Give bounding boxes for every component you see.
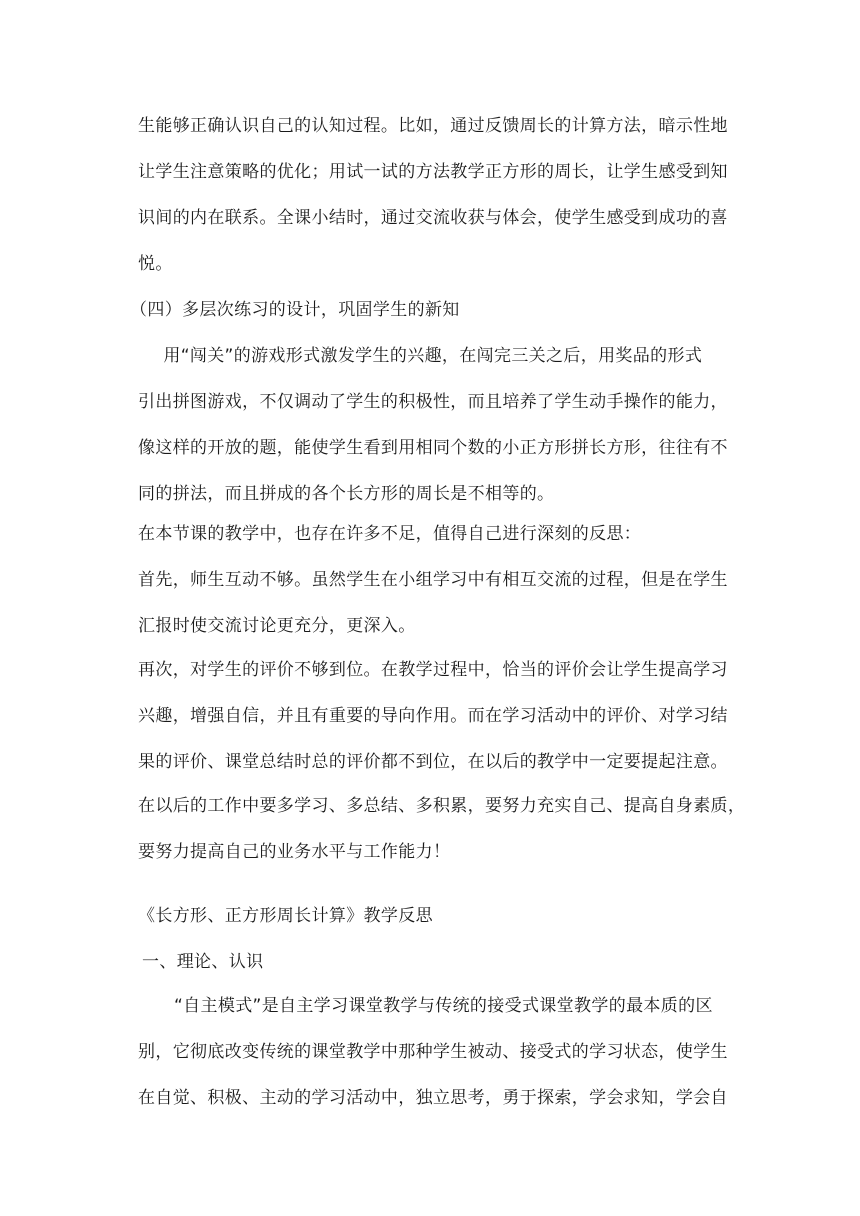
paragraph-line: 在以后的工作中要多学习、多总结、多积累，要努力充实自己、提高自身素质， [138,796,746,816]
paragraph-line: 用“闯关”的游戏形式激发学生的兴趣，在闯完三关之后，用奖品的形式 [146,346,703,366]
paragraph-line: 生能够正确认识自己的认知过程。比如，通过反馈周长的计算方法，暗示性地 [138,116,728,136]
paragraph-line: 别，它彻底改变传统的课堂教学中那种学生被动、接受式的学习状态，使学生 [138,1042,728,1062]
paragraph-line: 引出拼图游戏，不仅调动了学生的积极性，而且培养了学生动手操作的能力， [138,392,728,412]
paragraph-line: 再次，对学生的评价不够到位。在教学过程中，恰当的评价会让学生提高学习 [138,660,728,680]
section-heading: 一、理论、认识 [142,952,264,972]
paragraph-line: 兴趣，增强自信，并且有重要的导向作用。而在学习活动中的评价、对学习结 [138,706,728,726]
paragraph-line: 汇报时使交流讨论更充分，更深入。 [138,616,416,636]
paragraph-line: 同的拼法，而且拼成的各个长方形的周长是不相等的。 [138,484,555,504]
paragraph-line: 果的评价、课堂总结时总的评价都不到位，在以后的教学中一定要提起注意。 [138,752,728,772]
paragraph-line: 在本节课的教学中，也存在许多不足，值得自己进行深刻的反思： [138,524,642,544]
paragraph-line: 像这样的开放的题，能使学生看到用相同个数的小正方形拼长方形，往往有不 [138,438,728,458]
section-heading: （四）多层次练习的设计，巩固学生的新知 [130,300,460,320]
paragraph-line: 识间的内在联系。全课小结时，通过交流收获与体会，使学生感受到成功的喜 [138,208,728,228]
paragraph-line: 让学生注意策略的优化；用试一试的方法教学正方形的周长，让学生感受到知 [138,162,728,182]
paragraph-line: 悦。 [138,254,173,274]
paragraph-line: 在自觉、积极、主动的学习活动中，独立思考，勇于探索，学会求知，学会自 [138,1088,728,1108]
paragraph-line: 要努力提高自己的业务水平与工作能力！ [138,842,451,862]
document-title: 《长方形、正方形周长计算》教学反思 [138,906,433,926]
paragraph-line: “自主模式”是自主学习课堂教学与传统的接受式课堂教学的最本质的区 [174,996,713,1016]
paragraph-line: 首先，师生互动不够。虽然学生在小组学习中有相互交流的过程，但是在学生 [138,570,728,590]
